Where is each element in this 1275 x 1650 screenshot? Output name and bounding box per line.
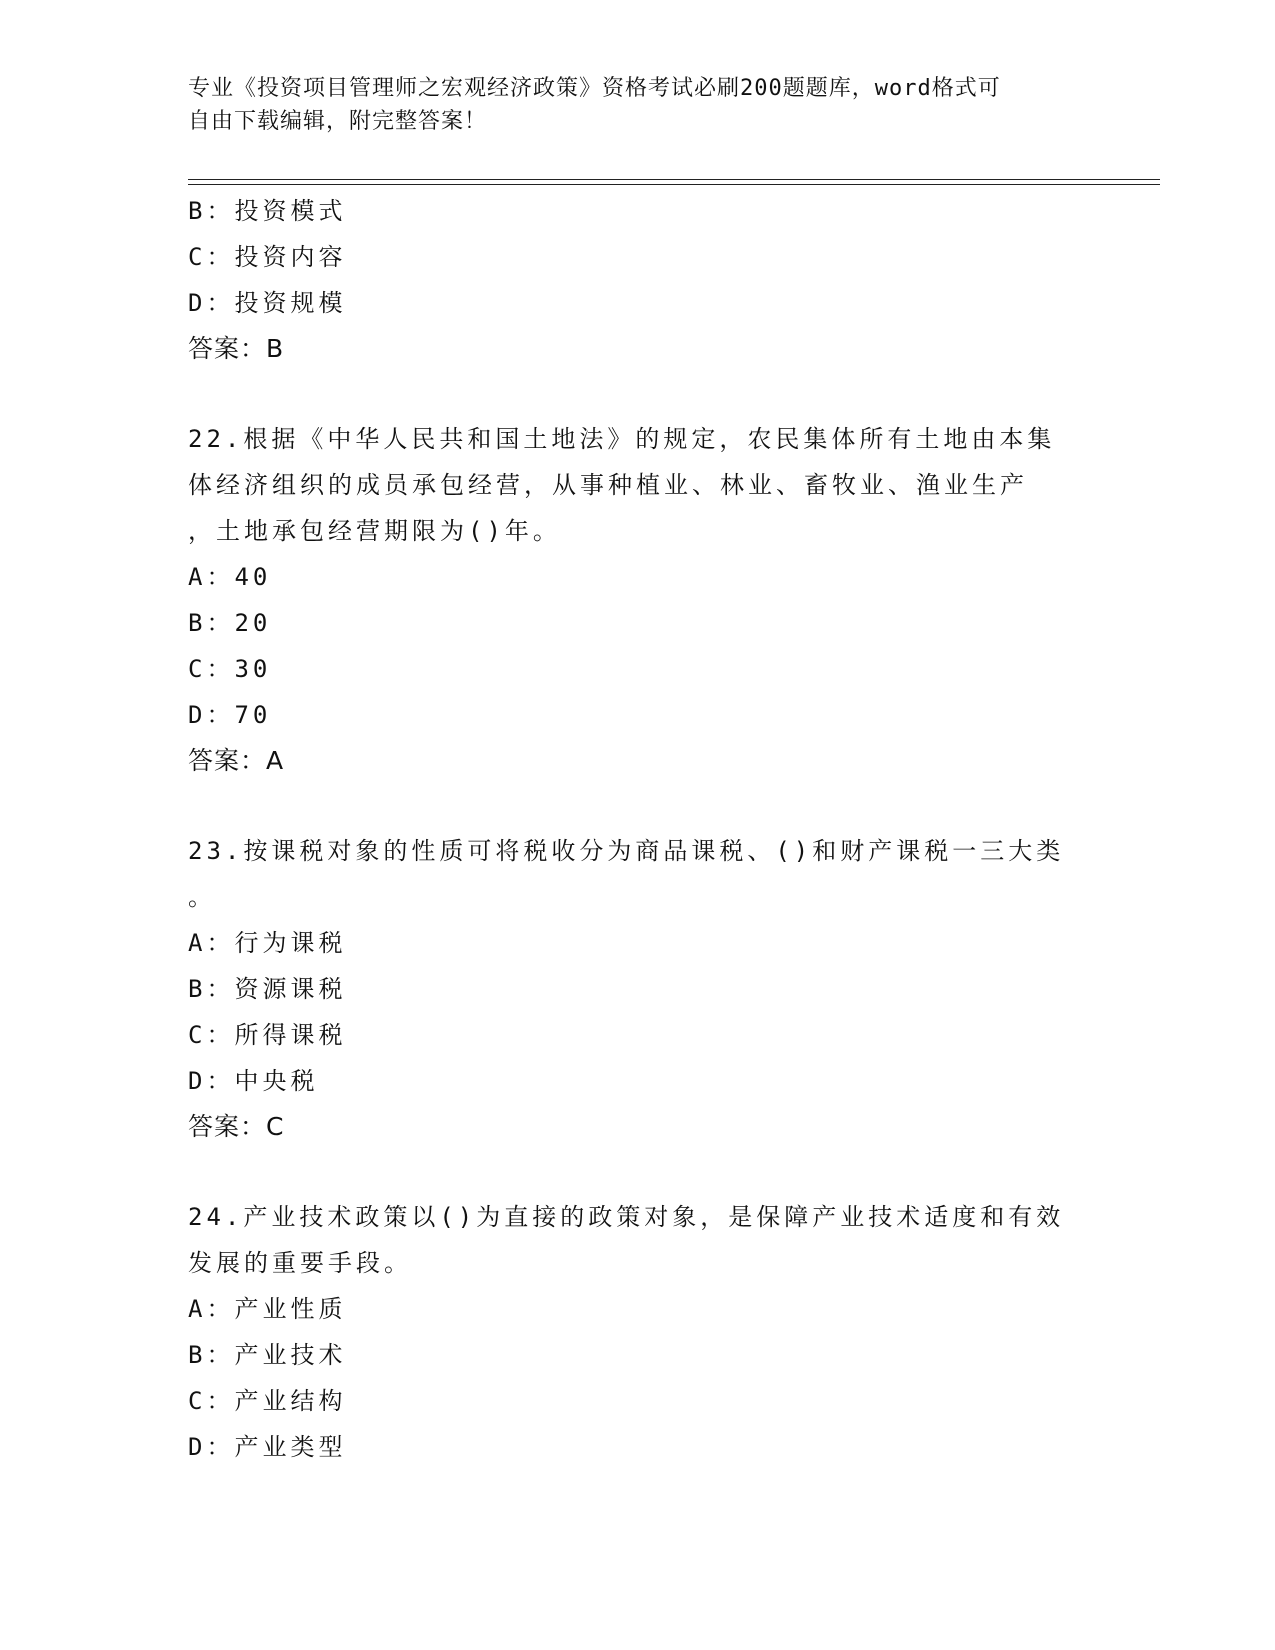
question-text <box>188 416 1088 554</box>
option-a: A：行为课税 <box>188 929 347 957</box>
header-title-line-1: 专业《投资项目管理师之宏观经济政策》资格考试必刷200题题库，word格式可 <box>188 76 1001 101</box>
option-d: D：投资规模 <box>188 289 347 317</box>
spacer <box>188 1150 1088 1194</box>
option-b: B：20 <box>188 609 272 637</box>
option-b: B：产业技术 <box>188 1341 347 1369</box>
option-c: C：所得课税 <box>188 1021 347 1049</box>
option-a: A：产业性质 <box>188 1295 347 1323</box>
header-divider-top <box>188 179 1160 180</box>
option-a: A：40 <box>188 563 272 591</box>
option-c: C：产业结构 <box>188 1387 347 1415</box>
option-c: C：投资内容 <box>188 243 347 271</box>
spacer <box>188 372 1088 416</box>
question-24 <box>188 1194 1088 1470</box>
option-b: B：资源课税 <box>188 975 347 1003</box>
question-text <box>188 1194 1088 1286</box>
option-b: B：投资模式 <box>188 197 347 225</box>
question-text-line: ，土地承包经营期限为()年。 <box>188 517 561 545</box>
spacer <box>188 784 1088 828</box>
question-text-line: 24.产业技术政策以()为直接的政策对象，是保障产业技术适度和有效 <box>188 1203 1065 1231</box>
question-21-tail <box>188 188 1088 372</box>
option-c: C：30 <box>188 655 272 683</box>
answer-label: 答案：A <box>188 746 285 775</box>
question-text-line: 。 <box>188 883 216 911</box>
question-text-line: 23.按课税对象的性质可将税收分为商品课税、()和财产课税一三大类 <box>188 837 1065 865</box>
question-23 <box>188 828 1088 1150</box>
header-divider-bottom <box>188 184 1160 185</box>
question-text-line: 22.根据《中华人民共和国土地法》的规定，农民集体所有土地由本集 <box>188 425 1056 453</box>
question-text-line: 体经济组织的成员承包经营，从事种植业、林业、畜牧业、渔业生产 <box>188 471 1028 499</box>
header-title-line-2: 自由下载编辑，附完整答案！ <box>188 109 488 134</box>
question-22 <box>188 416 1088 784</box>
document-header <box>188 72 1088 138</box>
question-text-line: 发展的重要手段。 <box>188 1249 412 1277</box>
option-d: D：70 <box>188 701 272 729</box>
answer-label: 答案：B <box>188 334 285 363</box>
question-text <box>188 828 1088 920</box>
question-content <box>188 188 1088 1470</box>
option-d: D：中央税 <box>188 1067 319 1095</box>
answer-label: 答案：C <box>188 1112 285 1141</box>
option-d: D：产业类型 <box>188 1433 347 1461</box>
